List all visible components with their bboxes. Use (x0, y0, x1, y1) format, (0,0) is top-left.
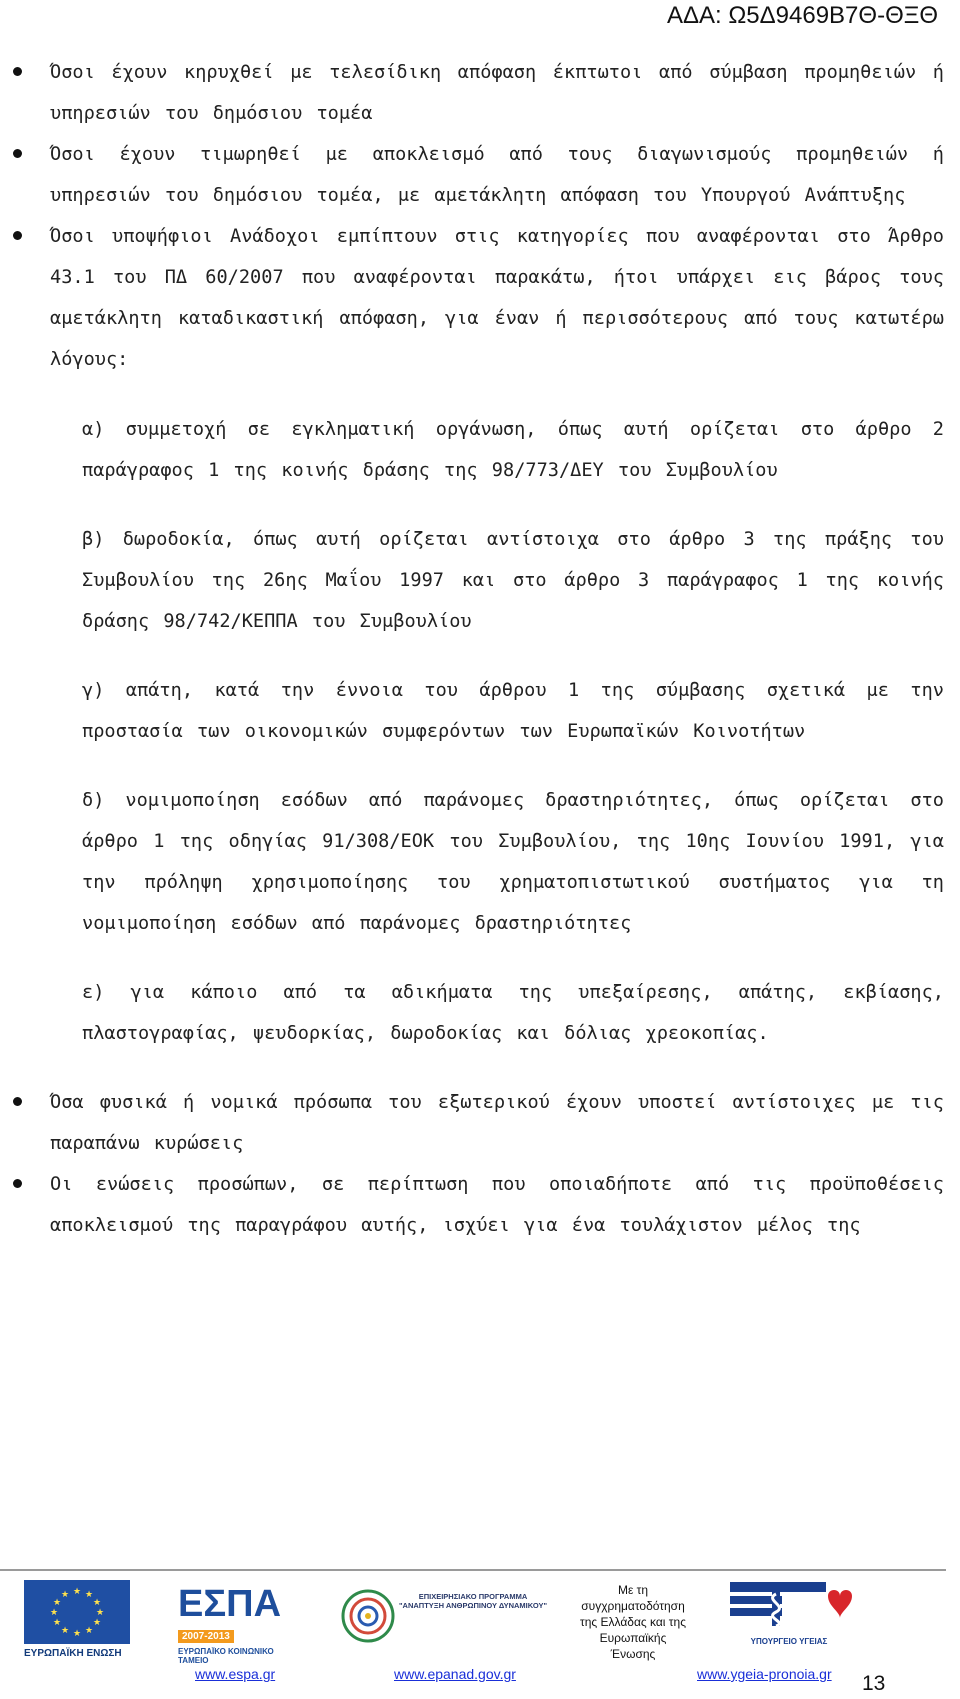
cofinance-line: συγχρηματοδότηση (581, 1599, 685, 1613)
sub-item: δ) νομιμοποίηση εσόδων από παράνομες δραστηριότητες, όπως ορίζεται στο άρθρο 1 της οδηγίας 91/308/ΕΟΚ του Συμβουλίου, της 10ης Ιουνίου 1991, για την πρόληψη χρησιμοποίησης του χρηματοπιστωτικού συστήματος για τη νομιμοποίηση εσόδων από παράνομες δραστηριότητες (82, 790, 944, 934)
epanad-emblem-icon (340, 1578, 396, 1654)
espa-caption: ΕΥΡΩΠΑΪΚΟ ΚΟΙΝΩΝΙΚΟ ΤΑΜΕΙΟ (178, 1647, 274, 1665)
cofinance-line: Ένωσης (610, 1647, 656, 1661)
footer-divider (0, 1569, 946, 1571)
ministry-caption: ΥΠΟΥΡΓΕΙΟ ΥΓΕΙΑΣ (750, 1637, 828, 1646)
bullet-item: Όσα φυσικά ή νομικά πρόσωπα του εξωτερικού έχουν υποστεί αντίστοιχες με τις παραπάνω κυρώσεις (50, 1082, 944, 1164)
cofinance-line: της Ελλάδας και της (579, 1615, 686, 1629)
eu-caption: ΕΥΡΩΠΑΪΚΗ ΕΝΩΣΗ (24, 1648, 122, 1659)
bullet-item: Όσοι έχουν τιμωρηθεί με αποκλεισμό από τους διαγωνισμούς προμηθειών ή υπηρεσιών του δημόσιου τομέα, με αμετάκλητη απόφαση του Υπουργού Ανάπτυξης (50, 134, 944, 216)
sub-item: γ) απάτη, κατά την έννοια του άρθρου 1 της σύμβασης σχετικά με την προστασία των οικονομικών συμφερόντων των Ευρωπαϊκών Κοινοτήτων (82, 680, 944, 742)
ada-code: ΑΔΑ: Ω5Δ9469Β7Θ-ΘΞΘ (666, 2, 938, 29)
document-body (0, 52, 960, 1246)
page-number: 13 (862, 1672, 886, 1695)
sub-item: ε) για κάποιο από τα αδικήματα της υπεξαίρεσης, απάτης, εκβίασης, πλαστογραφίας, ψευδορκίας, δωροδοκίας και δόλιας χρεοκοπίας. (82, 982, 944, 1044)
ministry-emblem-icon (724, 1576, 854, 1630)
link-ygeia[interactable]: www.ygeia-pronoia.gr (697, 1666, 832, 1682)
epanad-logo (340, 1578, 547, 1658)
link-espa[interactable]: www.espa.gr (195, 1666, 276, 1682)
cofinance-text (568, 1582, 698, 1662)
eu-logo (24, 1580, 134, 1659)
eu-flag-icon: ★ ★ ★ ★ ★ ★ ★ ★ ★ ★ ★ ★ (24, 1580, 130, 1644)
cofinance-line: Με τη (617, 1583, 649, 1597)
link-epanad[interactable]: www.epanad.gov.gr (394, 1666, 516, 1682)
epanad-caption: ΕΠΙΧΕΙΡΗΣΙΑΚΟ ΠΡΟΓΡΑΜΜΑ "ΑΝΑΠΤΥΞΗ ΑΝΘΡΩΠΙΝΟΥ ΔΥΝΑΜΙΚΟΥ" (398, 1592, 547, 1610)
bullet-item: Οι ενώσεις προσώπων, σε περίπτωση που οποιαδήποτε από τις προϋποθέσεις αποκλεισμού της παραγράφου αυτής, ισχύει για ένα τουλάχιστον μέλος της (50, 1164, 944, 1246)
ministry-logo (724, 1576, 854, 1646)
espa-logo (178, 1584, 298, 1665)
espa-years: 2007-2013 (178, 1630, 234, 1643)
bullet-item: Όσοι υποψήφιοι Ανάδοχοι εμπίπτουν στις κατηγορίες που αναφέρονται στο Άρθρο 43.1 του ΠΔ 60/2007 που αναφέρονται παρακάτω, ήτοι υπάρχει εις βάρος τους αμετάκλητη καταδικαστική απόφαση, για έναν ή περισσότερους από τους κατωτέρω λόγους: (50, 216, 944, 380)
sub-item: β) δωροδοκία, όπως αυτή ορίζεται αντίστοιχα στο άρθρο 3 της πράξης του Συμβουλίου της 26ης Μαΐου 1997 και στο άρθρο 3 παράγραφος 1 της κοινής δράσης 98/742/ΚΕΠΠΑ του Συμβουλίου (82, 529, 944, 632)
sub-item: α) συμμετοχή σε εγκληματική οργάνωση, όπως αυτή ορίζεται στο άρθρο 2 παράγραφος 1 της κοινής δράσης της 98/773/ΔΕΥ του Συμβουλίου (82, 419, 944, 481)
bullet-item: Όσοι έχουν κηρυχθεί με τελεσίδικη απόφαση έκπτωτοι από σύμβαση προμηθειών ή υπηρεσιών του δημόσιου τομέα (50, 52, 944, 134)
cofinance-line: Ευρωπαϊκής (599, 1631, 667, 1645)
espa-mark: ΕΣΠΑ (178, 1583, 282, 1625)
